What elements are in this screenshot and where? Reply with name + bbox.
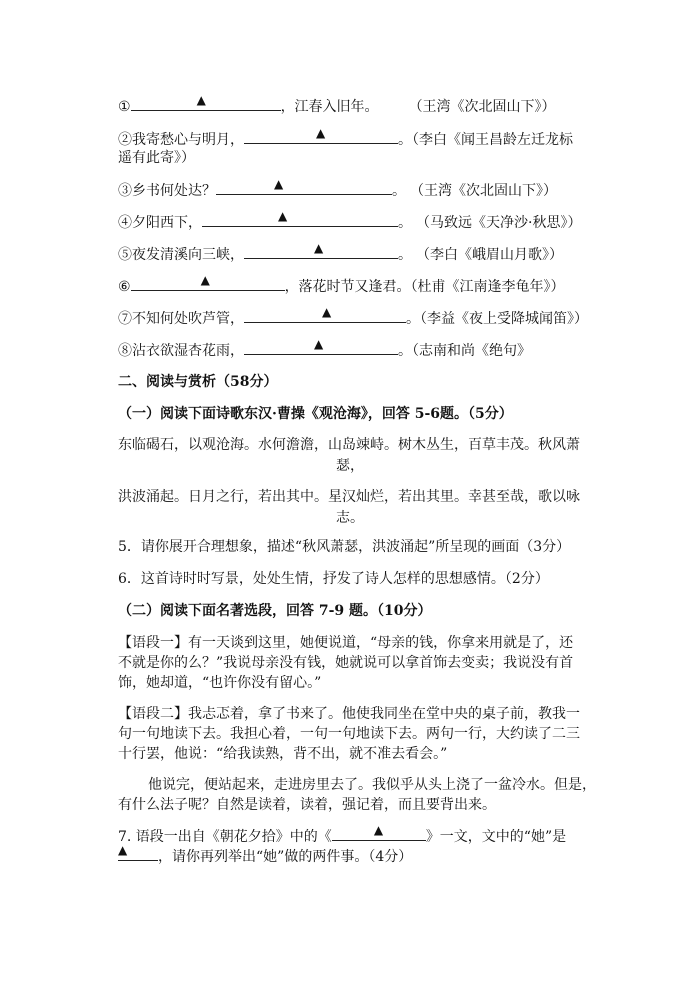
part1-heading: （一）阅读下面诗歌东汉·曹操《观沧海》，回答 5-6题。（5分） — [118, 406, 513, 422]
segment-2: 【语段二】我忐忑着，拿了书来了。他使我同坐在堂中央的桌子前，教我一 — [118, 706, 580, 722]
segment-1: 不就是你的么？”我说母亲没有钱，她就说可以拿首饰去变卖；我说没有首 — [118, 655, 574, 671]
poem-line: 瑟， — [336, 458, 364, 474]
answer-blank[interactable] — [244, 305, 406, 323]
poem-line: 洪波涌起。日月之行，若出其中。星汉灿烂，若出其里。幸甚至哉，歌以咏 — [118, 489, 580, 505]
segment-2: 十行罢，他说：“给我读熟，背不出，就不准去看会。” — [118, 746, 448, 762]
segment-1: 【语段一】有一天谈到这里，她便说道，“母亲的钱，你拿来用就是了，还 — [118, 635, 574, 651]
fill-item-6: ⑥ ▲ ，落花时节又逢君。（杜甫《江南逢李龟年》） — [118, 273, 565, 295]
poem-line: 志。 — [336, 510, 364, 526]
fill-item-2: ②我寄愁心与明月， ▲ 。（李白《闻王昌龄左迁龙标 — [118, 126, 573, 148]
answer-blank[interactable] — [244, 337, 398, 355]
segment-2: 有什么法子呢？自然是读着，读着，强记着，而且要背出来。 — [118, 797, 496, 813]
segment-2: 句一句地读下去。我担心着，一句一句地读下去。两句一行，大约读了二三 — [118, 726, 580, 742]
fill-item-3: ③乡书何处达？ ▲ 。 （王湾《次北固山下》） — [118, 177, 557, 199]
question-7-cont: ▲ ，请你再列举出“她”做的两件事。（4分） — [118, 843, 413, 865]
answer-blank[interactable] — [216, 177, 392, 195]
blank-marker: ▲ — [322, 305, 332, 319]
blank-marker: ▲ — [200, 273, 210, 287]
answer-blank[interactable] — [131, 93, 281, 111]
blank-marker: ▲ — [373, 823, 384, 837]
segment-1: 饰，她却道，“也许你没有留心。” — [118, 675, 322, 691]
blank-marker: ▲ — [278, 209, 288, 223]
fill-item-7: ⑦不知何处吹芦管， ▲ 。（李益《夜上受降城闻笛》） — [118, 305, 588, 327]
fill-item-4: ④夕阳西下， ▲ 。 （马致远《天净沙·秋思》） — [118, 209, 582, 231]
fill-item-2-cont: 遥有此寄》） — [118, 150, 195, 166]
section-title: 二、阅读与赏析（58分） — [118, 374, 278, 390]
part2-heading: （二）阅读下面名著选段，回答 7-9 题。（10分） — [118, 603, 432, 619]
segment-2: 他说完，便站起来，走进房里去了。我似乎从头上浇了一盆冷水。但是， — [148, 777, 596, 793]
poem-line: 东临碣石，以观沧海。水何澹澹，山岛竦峙。树木丛生，百草丰茂。秋风萧 — [118, 437, 580, 453]
blank-marker: ▲ — [316, 126, 326, 140]
question-6: 6．这首诗时时写景，处处生情，抒发了诗人怎样的思想感情。（2分） — [118, 571, 549, 587]
blank-marker: ▲ — [118, 843, 128, 857]
question-5: 5．请你展开合理想象，描述“秋风萧瑟，洪波涌起”所呈现的画面（3分） — [118, 539, 571, 555]
blank-marker: ▲ — [274, 177, 284, 191]
blank-marker: ▲ — [314, 241, 324, 255]
answer-blank[interactable] — [118, 843, 158, 861]
answer-blank[interactable] — [131, 273, 285, 291]
fill-item-5: ⑤夜发清溪向三峡， ▲ 。 （李白《峨眉山月歌》） — [118, 241, 563, 263]
question-7: 7. 语段一出自《朝花夕拾》中的《 ▲ 》一文，文中的“她”是 — [118, 823, 567, 845]
fill-item-8: ⑧沾衣欲湿杏花雨， ▲ 。（志南和尚《绝句》 — [118, 337, 531, 359]
answer-blank[interactable] — [202, 209, 398, 227]
answer-blank[interactable] — [244, 126, 398, 144]
blank-marker: ▲ — [196, 93, 206, 107]
fill-item-1: ① ▲ ，江春入旧年。 （王湾《次北固山下》） — [118, 93, 556, 115]
blank-marker: ▲ — [314, 337, 324, 351]
answer-blank[interactable] — [244, 241, 398, 259]
answer-blank[interactable] — [332, 823, 426, 841]
